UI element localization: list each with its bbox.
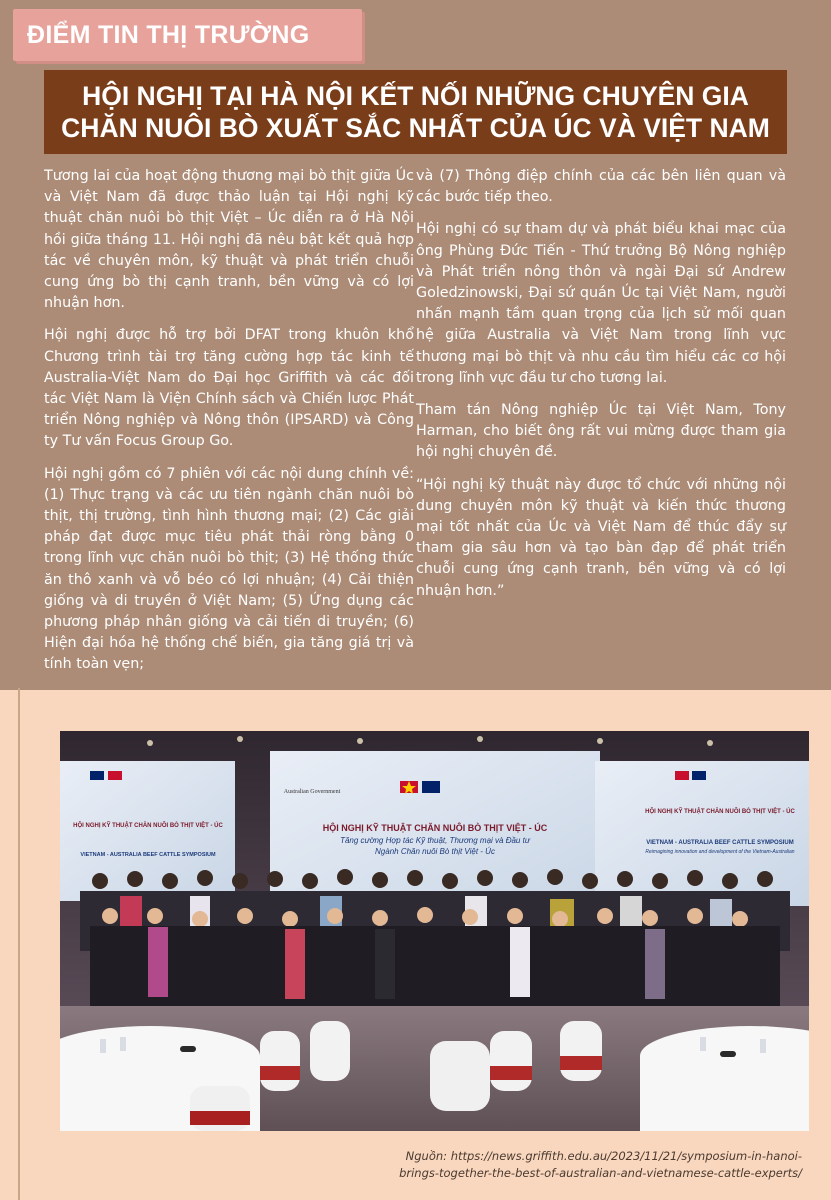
paragraph: Tương lai của hoạt động thương mại bò thịt giữa Úc và Việt Nam đã được thảo luận tại Hội nghị kỹ thuật chăn nuôi bò thịt Việt – Úc diễn ra ở Hà Nội hồi giữa tháng 11. Hội nghị đã nêu bật kết quả hợp tác về chuyên môn, kỹ thuật và phát triển chuỗi cung ứng bò thị cạnh tranh, bền vững và có lợi nhuận hơn. — [44, 168, 414, 312]
banner-subtitle-1: Tăng cường Hợp tác Kỹ thuật, Thương mại và Đầu tư — [340, 836, 530, 845]
banner-english-title: VIETNAM - AUSTRALIA BEEF CATTLE SYMPOSIUM — [646, 840, 794, 846]
article-title-line-1: HỘI NGHỊ TẠI HÀ NỘI KẾT NỐI NHỮNG CHUYÊN GIA — [82, 81, 749, 111]
section-tag — [13, 9, 362, 61]
australian-government-logo: Australian Government — [283, 789, 341, 795]
banner-subtitle-2: Ngành Chăn nuôi Bò thịt Việt - Úc — [375, 847, 495, 856]
paragraph: Tham tán Nông nghiệp Úc tại Việt Nam, Tony Harman, cho biết ông rất vui mừng được tham gia hội nghị chuyên đề. — [416, 402, 786, 461]
photo-illustration — [60, 731, 809, 1131]
photo-source-caption — [320, 1148, 802, 1182]
source-line-2: brings-together-the-best-of-australian-and-vietnamese-cattle-experts/ — [399, 1166, 802, 1180]
paragraph: Hội nghị gồm có 7 phiên với các nội dung chính về: (1) Thực trạng và các ưu tiên ngành chăn nuôi bò thịt, thị trường, tình hình thương mại; (2) Các giải pháp đạt được mục tiêu phát thải ròng bằng 0 trong lĩnh vực chăn nuôi bò thịt; (3) Hệ thống thức ăn thô xanh và vỗ béo có lợi nhuận; (4) Cải thiện giống và di truyền ở Việt Nam; (5) Ứng dụng các phương pháp nhân giống và cải tiến di truyền; (6) Hiện đại hóa hệ thống chế biến, gia tăng giá trị và tính toàn vẹn; — [44, 465, 414, 673]
paragraph: Hội nghị có sự tham dự và phát biểu khai mạc của ông Phùng Đức Tiến - Thứ trưởng Bộ Nông nghiệp và Phát triển nông thôn và ngài Đại sứ Andrew Goledzinowski, Đại sứ quán Úc tại Việt Nam, người nhấn mạnh tầm quan trọng của lịch sử mối quan hệ giữa Australia và Việt Nam trong lĩnh vực thương mại bò thịt và nhu cầu tìm hiểu các cơ hội trong lĩnh vực đầu tư cho tương lai. — [416, 221, 786, 386]
section-tag-label: ĐIỂM TIN THỊ TRƯỜNG — [27, 21, 310, 49]
banner-title-text: HỘI NGHỊ KỸ THUẬT CHĂN NUÔI BÒ THỊT VIỆT - ÚC — [322, 823, 548, 833]
article-column-left — [44, 166, 414, 691]
margin-rule — [18, 688, 20, 1200]
conference-group-photo — [60, 731, 809, 1131]
quote-paragraph: “Hội nghị kỹ thuật này được tổ chức với những nội dung chuyên môn kỹ thuật và kiến thức thương mại tốt nhất của Úc và Việt Nam để thúc đẩy sự tham gia sâu hơn và tạo bàn đạp để phát triển chuỗi cung ứng cạnh tranh, bền vững và có lợi nhuận hơn.” — [416, 476, 786, 599]
banner-english-subtitle: Reimagining innovation and development of the Vietnam-Australian — [645, 849, 795, 855]
banner-title-text-right: HỘI NGHỊ KỸ THUẬT CHĂN NUÔI BÒ THỊT VIỆT - ÚC — [645, 809, 795, 815]
paragraph: Hội nghị được hỗ trợ bởi DFAT trong khuôn khổ Chương trình tài trợ tăng cường hợp tác kinh tế Australia-Việt Nam do Đại học Griffith và các đối tác Việt Nam là Viện Chính sách và Chiến lược Phát triển Nông nghiệp và Nông thôn (IPSARD) và Công ty Tư vấn Focus Group Go. — [44, 327, 414, 450]
article-column-right — [416, 166, 786, 613]
article-title-box — [44, 70, 787, 154]
banner-english-title-left: VIETNAM - AUSTRALIA BEEF CATTLE SYMPOSIUM — [80, 852, 216, 858]
banner-title-text-left: HỘI NGHỊ KỸ THUẬT CHĂN NUÔI BÒ THỊT VIỆT - ÚC — [73, 823, 223, 829]
paragraph: và (7) Thông điệp chính của các bên liên quan và các bước tiếp theo. — [416, 168, 786, 206]
article-title-line-2: CHĂN NUÔI BÒ XUẤT SẮC NHẤT CỦA ÚC VÀ VIỆT NAM — [61, 113, 770, 143]
source-line-1: Nguồn: https://news.griffith.edu.au/2023/11/21/symposium-in-hanoi- — [405, 1149, 802, 1163]
